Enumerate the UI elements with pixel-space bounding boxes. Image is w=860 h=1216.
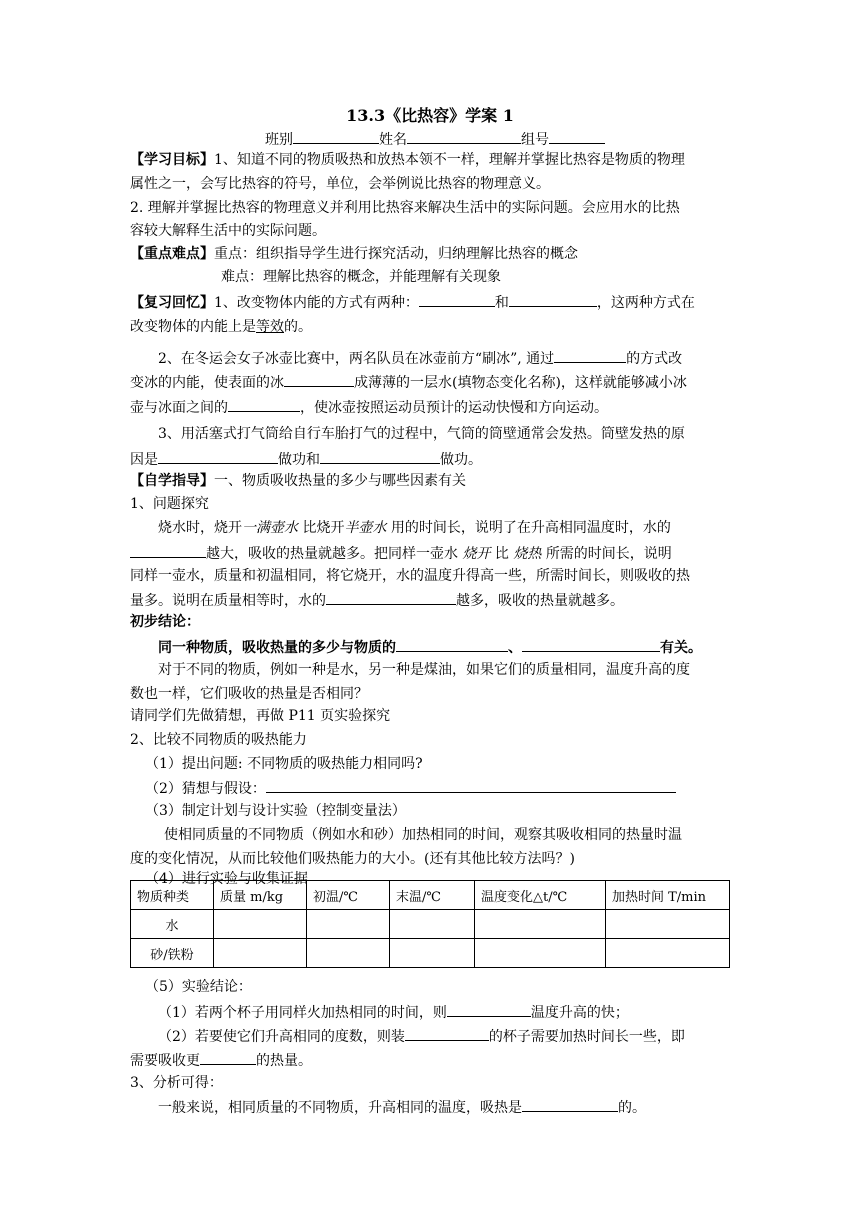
header-cell: 加热时间 T/min: [606, 881, 730, 910]
group-label: 组号: [521, 132, 549, 148]
keypoints-tag: 【重点难点】: [130, 246, 214, 262]
objectives-tag: 【学习目标】: [130, 152, 214, 168]
header-cell: 末温/℃: [390, 881, 475, 910]
blank[interactable]: [396, 637, 508, 652]
class-blank[interactable]: [293, 129, 379, 144]
blank[interactable]: [228, 397, 300, 412]
guide-heading: 【自学指导】一、物质吸收热量的多少与哪些因素有关: [130, 473, 466, 489]
result-line-2: （2）若要使它们升高相同的度数，则装 的杯子需要加热时间长一些，即: [158, 1026, 758, 1046]
table-cell[interactable]: [390, 939, 475, 968]
step-1-question: （1）提出问题: 不同物质的吸热能力相同吗?: [145, 756, 423, 772]
name-label: 姓名: [379, 132, 407, 148]
table-row: [131, 939, 730, 968]
review-q1-line-1: 【复习回忆】1、改变物体内能的方式有两种： 和 ，这两种方式在: [130, 292, 730, 312]
objectives-line-2: 属性之一，会写比热容的符号，单位，会举例说比热容的物理意义。: [130, 176, 550, 192]
filled-answer: 等效: [256, 319, 284, 335]
table-cell[interactable]: [307, 910, 390, 939]
hypothesis-blank[interactable]: [266, 778, 676, 793]
review-q3-line-2: 因是 做功和 做功。: [130, 449, 730, 469]
blank[interactable]: [509, 292, 597, 307]
blank[interactable]: [447, 1002, 531, 1017]
blank[interactable]: [326, 590, 456, 605]
step-3-plan: （3）制定计划与设计实验（控制变量法）: [145, 803, 406, 819]
row-label: 水: [131, 910, 214, 939]
step-2-hypothesis: （2）猜想与假设：: [145, 778, 745, 798]
blank[interactable]: [419, 292, 495, 307]
section-1-heading: 1、问题探究: [130, 496, 209, 512]
header-cell: 物质种类: [131, 881, 214, 910]
plan-line-1: 使相同质量的不同物质（例如水和砂）加热相同的时间，观察其吸收相同的热量时温: [164, 827, 682, 843]
header-cell: 初温/℃: [307, 881, 390, 910]
review-tag: 【复习回忆】: [130, 295, 214, 311]
blank[interactable]: [158, 449, 278, 464]
result-line-1: （1）若两个杯子用同样火加热相同的时间，则 温度升高的快；: [158, 1002, 758, 1022]
table-cell[interactable]: [214, 939, 307, 968]
blank[interactable]: [522, 1097, 618, 1112]
table-cell[interactable]: [307, 939, 390, 968]
inquiry-line-3: 同样一壶水，质量和初温相同，将它烧开，水的温度升得高一些，所需时间长，则吸收的热: [130, 568, 690, 584]
step-4-experiment: （4）进行实验与收集证据: [145, 871, 308, 887]
blank[interactable]: [200, 1050, 256, 1065]
question-line-3: 请同学们先做猜想，再做 P11 页实验探究: [130, 708, 391, 724]
review-q2-line-3: 壶与冰面之间的 ，使冰壶按照运动员预计的运动快慢和方向运动。: [130, 397, 730, 417]
blank[interactable]: [284, 372, 354, 387]
review-q3-line-1: 3、用活塞式打气筒给自行车胎打气的过程中，气筒的筒壁通常会发热。筒壁发热的原: [158, 426, 685, 442]
inquiry-line-2: 越大，吸收的热量就越多。把同样一壶水 烧开 比 烧热 所需的时间长，说明: [130, 543, 730, 563]
question-line-1: 对于不同的物质，例如一种是水，另一种是煤油，如果它们的质量相同，温度升高的度: [158, 662, 690, 678]
guide-tag: 【自学指导】: [130, 473, 214, 489]
student-info-line: [265, 129, 860, 149]
table-header-row: [131, 881, 730, 910]
review-q2-line-2: 变冰的内能，使表面的冰 成薄薄的一层水(填物态变化名称)，这样就能够减小冰: [130, 372, 730, 392]
objectives-line-1: 【学习目标】1、知道不同的物质吸热和放热本领不一样，理解并掌握比热容是物质的物理: [130, 152, 685, 168]
preliminary-conclusion-label: 初步结论：: [130, 614, 200, 630]
class-label: 班别: [265, 132, 293, 148]
blank[interactable]: [554, 348, 626, 363]
row-label: 砂/铁粉: [131, 939, 214, 968]
header-cell: 温度变化△t/℃: [475, 881, 606, 910]
group-blank[interactable]: [549, 129, 605, 144]
table-cell[interactable]: [475, 939, 606, 968]
section-2-heading: 2、比较不同物质的吸热能力: [130, 732, 307, 748]
keypoints-line-1: 【重点难点】重点：组织指导学生进行探究活动，归纳理解比热容的概念: [130, 246, 578, 262]
experiment-table: [130, 880, 730, 968]
table-cell[interactable]: [390, 910, 475, 939]
step-5-conclusion: （5）实验结论：: [145, 979, 252, 995]
header-cell: 质量 m/kg: [214, 881, 307, 910]
question-line-2: 数也一样，它们吸收的热量是否相同？: [130, 686, 368, 702]
table-cell[interactable]: [606, 910, 730, 939]
preliminary-conclusion: 同一种物质，吸收热量的多少与物质的 、 有关。: [158, 637, 758, 657]
table-row: [131, 910, 730, 939]
table-cell[interactable]: [606, 939, 730, 968]
page-title: 13.3《比热容》学案 1: [346, 106, 514, 125]
name-blank[interactable]: [407, 129, 521, 144]
inquiry-line-1: 烧水时，烧开一满壶水 比烧开半壶水 用的时间长，说明了在升高相同温度时，水的: [158, 520, 671, 536]
blank[interactable]: [522, 637, 660, 652]
inquiry-line-4: 量多。说明在质量相等时，水的 越多，吸收的热量就越多。: [130, 590, 730, 610]
blank[interactable]: [405, 1026, 489, 1041]
blank[interactable]: [130, 543, 206, 558]
table-cell[interactable]: [214, 910, 307, 939]
review-q1-line-2: 改变物体的内能上是等效的。: [130, 319, 312, 335]
table-cell[interactable]: [475, 910, 606, 939]
blank[interactable]: [320, 449, 440, 464]
objectives-line-4: 容较大解释生活中的实际问题。: [130, 223, 326, 239]
section-3-heading: 3、分析可得：: [130, 1075, 223, 1091]
keypoints-line-2: 难点：理解比热容的概念，并能理解有关现象: [221, 269, 501, 285]
plan-line-2: 度的变化情况，从而比较他们吸热能力的大小。(还有其他比较方法吗？): [130, 851, 575, 867]
analysis-line: 一般来说，相同质量的不同物质，升高相同的温度，吸热是 的。: [158, 1097, 758, 1117]
review-q2-line-1: 2、在冬运会女子冰壶比赛中，两名队员在冰壶前方“刷冰”, 通过 的方式改: [158, 348, 758, 368]
objectives-line-3: 2. 理解并掌握比热容的物理意义并利用比热容来解决生活中的实际问题。会应用水的比热: [130, 200, 680, 216]
result-line-3: 需要吸收更 的热量。: [130, 1050, 730, 1070]
